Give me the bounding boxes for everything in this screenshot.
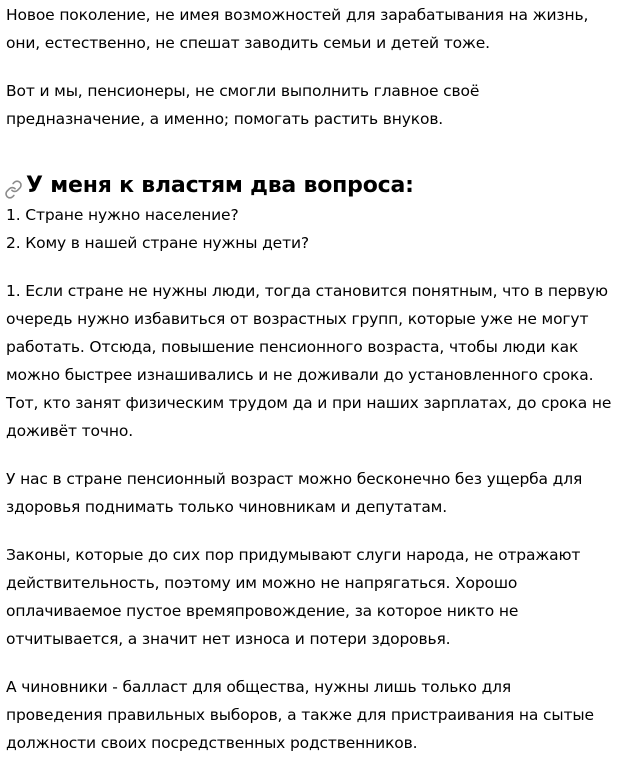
paragraph-new-generation: Новое поколение, не имея возможностей для зарабатывания на жизнь, они, естественно, не спешат заводить семьи и детей тоже. bbox=[6, 6, 589, 52]
link-icon[interactable] bbox=[4, 178, 23, 197]
list-item: 1. Стране нужно население? bbox=[6, 206, 239, 224]
paragraph-retirement-age: У нас в стране пенсионный возраст можно бесконечно без ущерба для здоровья поднимать только чиновникам и депутатам. bbox=[6, 470, 583, 516]
section-heading bbox=[4, 171, 612, 201]
paragraph-officials: А чиновники - балласт для общества, нужны лишь только для проведения правильных выборов, а также для пристраивания на сытые должности своих посредственных родственников. bbox=[6, 678, 594, 752]
paragraph-laws: Законы, которые до сих пор придумывают слуги народа, не отражают действительность, поэтому им можно не напрягаться. Хорошо оплачиваемое пустое времяпровождение, за которое никто не отчитывается, а значит нет износа и потери здоровья. bbox=[6, 546, 581, 648]
list-item: 2. Кому в нашей стране нужны дети? bbox=[6, 234, 309, 252]
questions-list bbox=[6, 201, 612, 257]
paragraph-pensioners: Вот и мы, пенсионеры, не смогли выполнить главное своё предназначение, а именно; помогать растить внуков. bbox=[6, 82, 480, 128]
section-heading-text: У меня к властям два вопроса: bbox=[26, 173, 414, 198]
article-body bbox=[6, 0, 612, 757]
paragraph-answer-one: 1. Если стране не нужны люди, тогда становится понятным, что в первую очередь нужно избавиться от возрастных групп, которые уже не могут работать. Отсюда, повышение пенсионного возраста, чтобы люди как можно быстрее изнашивались и не доживали до установленного срока. Тот, кто занят физическим трудом да и при наших зарплатах, до срока не доживёт точно. bbox=[6, 282, 612, 440]
